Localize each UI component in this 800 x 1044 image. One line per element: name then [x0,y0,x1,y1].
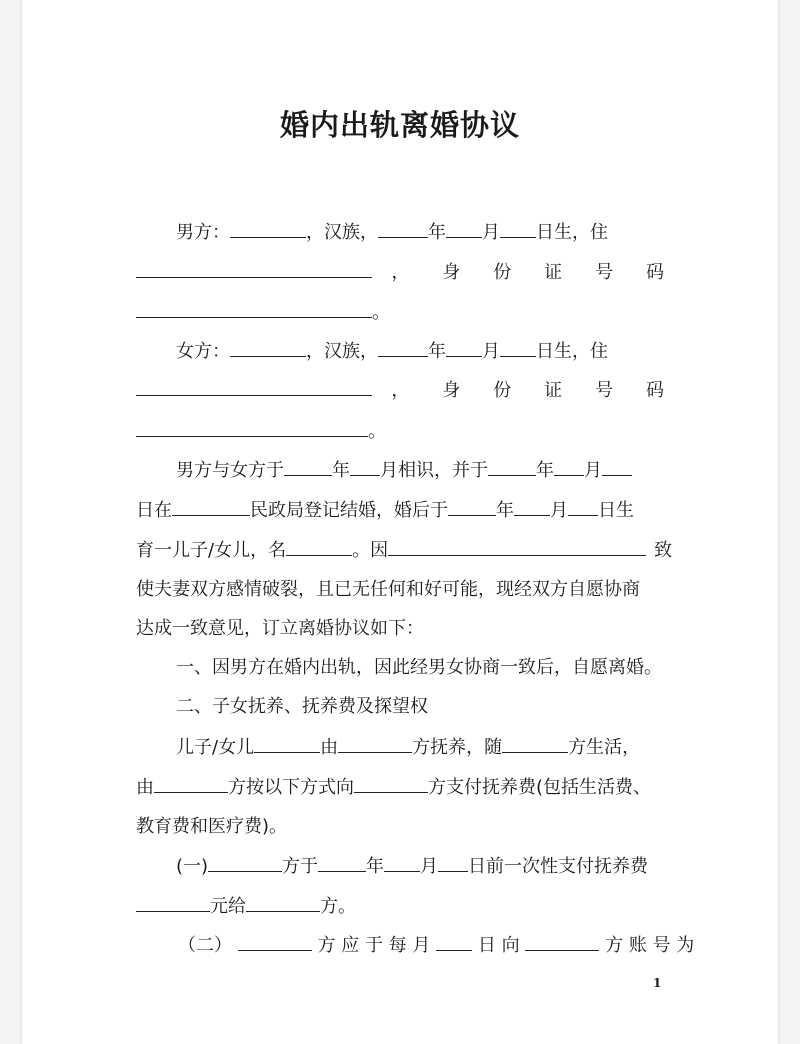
intro-line-1: 男方与女方于 年 月相识，并于 年 月 [176,457,664,484]
blank-child-custody-name [254,734,320,753]
blank-man-address [136,259,372,278]
blank-lump-sum-month [384,853,420,872]
blank-man-birth-month [446,219,482,238]
blank-monthly-day [436,932,472,951]
custody-line-1: 儿子/女儿 由 方抚养，随 方生活， [176,734,664,761]
blank-child-birth-month [514,497,550,516]
blank-lump-sum-amount [136,893,210,912]
blank-man-birth-year [378,219,428,238]
blank-lump-sum-year [318,853,366,872]
option-1-line-1: (一) 方于 年 月 日前一次性支付抚养费 [176,853,664,880]
blank-account-party [525,932,599,951]
blank-paying-party [154,774,228,793]
blank-child-name [286,537,352,556]
blank-met-year [284,457,332,476]
intro-line-5: 达成一致意见，订立离婚协议如下： [136,618,424,639]
blank-receiving-party [354,774,428,793]
blank-met-month [350,457,380,476]
blank-lump-sum-recipient [246,893,320,912]
blank-monthly-party [238,932,312,951]
blank-child-birth-year [448,497,496,516]
man-line-1: 男方： ，汉族， 年 月 日生，住 [176,219,664,246]
blank-living-party [502,734,568,753]
option-1-line-2: 元给 方。 [136,893,664,920]
blank-lump-sum-day [438,853,468,872]
blank-married-day [602,457,632,476]
custody-line-2: 由 方按以下方式向 方支付抚养费(包括生活费、 [136,774,664,801]
document-page [22,0,778,1044]
blank-lump-sum-party [208,853,282,872]
blank-woman-birth-day [500,338,536,357]
blank-man-id-number [136,299,372,318]
custody-line-3: 教育费和医疗费)。 [136,816,288,837]
blank-registry-office [172,497,250,516]
page-number: 1 [653,976,662,990]
woman-line-1: 女方： ，汉族， 年 月 日生，住 [176,338,664,365]
clause-2-heading: 二、子女抚养、抚养费及探望权 [176,696,428,717]
woman-line-2: ， 身 份 证 号 码 [136,377,664,404]
intro-line-2: 日在 民政局登记结婚，婚后于 年 月 日生 [136,497,664,524]
blank-woman-id-number [136,418,368,437]
blank-man-birth-day [500,219,536,238]
document-title: 婚内出轨离婚协议 [279,108,520,142]
blank-child-birth-day [568,497,598,516]
blank-woman-birth-month [446,338,482,357]
intro-line-3: 育一儿子/女儿，名 。因 致 [136,537,664,564]
blank-man-name [230,219,306,238]
clause-1: 一、因男方在婚内出轨，因此经男女协商一致后，自愿离婚。 [176,657,662,678]
blank-married-year [488,457,536,476]
option-2-line-1: （二） 方 应 于 每 月 日 向 方 账 号 为 [178,932,664,959]
intro-line-4: 使夫妻双方感情破裂，且已无任何和好可能，现经双方自愿协商 [136,579,640,600]
man-line-2: ， 身 份 证 号 码 [136,259,664,286]
blank-custodial-party [338,734,412,753]
blank-woman-name [230,338,306,357]
blank-divorce-reason [388,537,646,556]
blank-woman-address [136,377,372,396]
man-line-3: 。 [136,299,664,326]
woman-line-3: 。 [136,418,664,445]
blank-woman-birth-year [378,338,428,357]
blank-married-month [554,457,584,476]
